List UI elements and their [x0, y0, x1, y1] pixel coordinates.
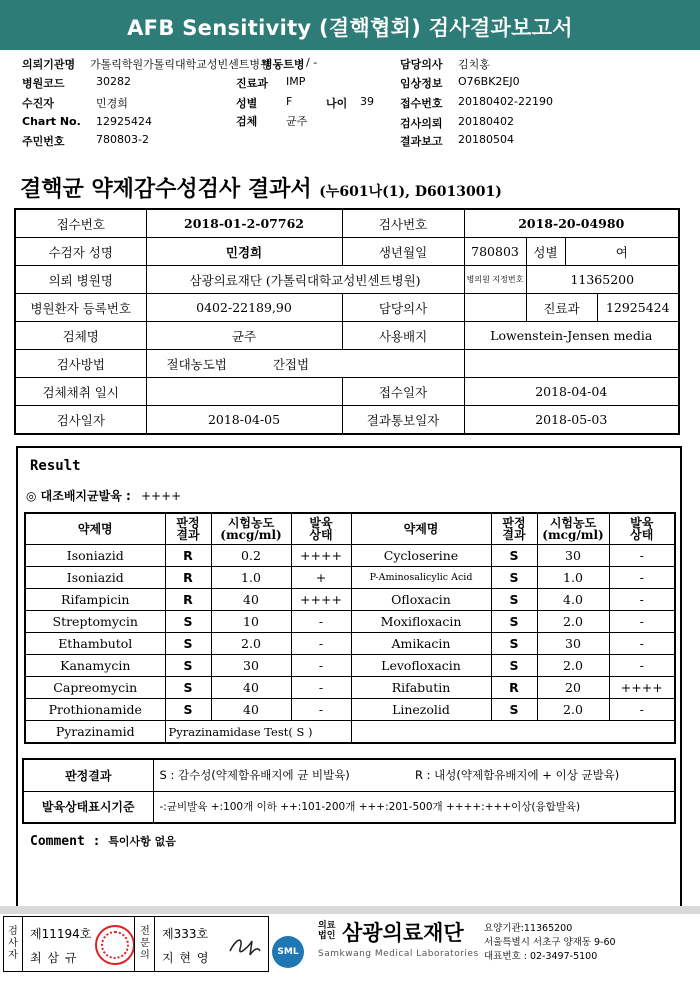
name-value: 민경희: [146, 238, 342, 266]
cell-c1: 0.2: [211, 545, 291, 567]
cell-j2: S: [491, 545, 537, 567]
collect-label: 검체채취 일시: [15, 378, 146, 406]
cell-g1: +: [291, 567, 351, 589]
cell-c2: 20: [537, 677, 609, 699]
birth-label: 생년월일: [342, 238, 464, 266]
header-judge: 판정 결과: [165, 513, 211, 545]
request-label: 검사의뢰: [400, 117, 443, 130]
method-label: 검사방법: [15, 350, 146, 378]
birth-value: 780803: [464, 238, 526, 266]
cell-g2: -: [609, 567, 675, 589]
cell-d1: Streptomycin: [25, 611, 165, 633]
cell-c2: 2.0: [537, 699, 609, 721]
cell-g2: -: [609, 545, 675, 567]
test-date-label: 검사일자: [15, 406, 146, 435]
clinic-value: O76BK2EJ0: [458, 75, 520, 88]
test-date-value: 2018-04-05: [146, 406, 342, 435]
result-label: Result: [30, 458, 81, 474]
cell-d2: Linezolid: [351, 699, 491, 721]
table-header-row: [25, 513, 675, 545]
footer-divider: [0, 906, 700, 914]
header-conc: 시험농도 (mcg/ml): [211, 513, 291, 545]
form-dept-label: 진료과: [526, 294, 597, 322]
header-growth-2: 발육 상태: [609, 513, 675, 545]
cell-c2: 30: [537, 633, 609, 655]
cell-j1: S: [165, 655, 211, 677]
method-absolute: 절대농도법: [166, 356, 227, 372]
receipt-label: 접수번호: [400, 97, 443, 110]
table-row: [25, 545, 675, 567]
cell-c2: 2.0: [537, 611, 609, 633]
cell-c1: 40: [211, 589, 291, 611]
dept-label: 진료과: [236, 77, 268, 90]
cell-d1: Ethambutol: [25, 633, 165, 655]
cell-d1: Isoniazid: [25, 567, 165, 589]
header-conc-2: 시험농도 (mcg/ml): [537, 513, 609, 545]
comment-text: 특이사항 없음: [108, 835, 176, 848]
judge-legend-label: 판정결과: [23, 759, 153, 791]
cell-c2: 30: [537, 545, 609, 567]
table-row: [25, 633, 675, 655]
growth-legend-label: 발육상태표시기준: [23, 791, 153, 823]
report-label: 결과보고: [400, 135, 443, 148]
cell-d1: Kanamycin: [25, 655, 165, 677]
patient-value: 민경희: [96, 97, 128, 110]
cell-j2: R: [491, 677, 537, 699]
comment-label: Comment :: [30, 834, 101, 849]
header-growth: 발육 상태: [291, 513, 351, 545]
cell-j2: S: [491, 633, 537, 655]
method-value: [146, 350, 464, 378]
specialist-signature: [226, 931, 262, 961]
method-indirect: 간접법: [272, 356, 310, 372]
table-row: [25, 699, 675, 721]
table-row: [25, 611, 675, 633]
received-label: 접수일자: [342, 378, 464, 406]
phone: 대표번호 : 02-3497-5100: [484, 951, 598, 962]
cell-j1: S: [165, 611, 211, 633]
cell-g1: -: [291, 699, 351, 721]
corp-label: 의료법인: [318, 921, 336, 941]
form-sex-label: 성별: [526, 238, 565, 266]
notify-label: 결과통보일자: [342, 406, 464, 435]
legend-table: [22, 758, 676, 824]
foundation-english: Samkwang Medical Laboratories: [318, 949, 479, 959]
specimen-label: 검체: [236, 115, 258, 128]
specialist-name: 지 현 영: [162, 951, 210, 965]
cell-d2: Amikacin: [351, 633, 491, 655]
collect-value: [146, 378, 342, 406]
doctor-value: 김치홍: [458, 58, 490, 71]
report-title: AFB Sensitivity (결핵협회) 검사결과보고서: [127, 16, 573, 40]
growth-legend-text: -:균비발육 +:100개 이하 ++:101-200개 +++:201-500개 ++++:+++이상(융합발육): [153, 791, 675, 823]
rrn-label: 주민번호: [22, 135, 65, 148]
cell-d1: Rifampicin: [25, 589, 165, 611]
foundation-name: 삼광의료재단: [342, 921, 464, 945]
hospital-value: 삼광의료재단 (가톨릭대학교성빈센트병원): [146, 266, 464, 294]
reg-value: 0402-22189,90: [146, 294, 342, 322]
pza-drug: Pyrazinamid: [25, 721, 165, 744]
table-row: [25, 589, 675, 611]
cell-j2: S: [491, 567, 537, 589]
judge-legend-r: R : 내성(약제함유배지에 + 이상 균발육): [409, 759, 675, 791]
method-empty: [464, 350, 679, 378]
notify-value: 2018-05-03: [464, 406, 679, 435]
cell-j2: S: [491, 611, 537, 633]
form-doctor-value: [464, 294, 526, 322]
cell-c1: 1.0: [211, 567, 291, 589]
receipt-no-value: 2018-01-2-07762: [146, 209, 342, 238]
hosp-code-label: 병원코드: [22, 77, 65, 90]
cell-j1: S: [165, 633, 211, 655]
cell-c2: 2.0: [537, 655, 609, 677]
cell-g2: ++++: [609, 677, 675, 699]
received-value: 2018-04-04: [464, 378, 679, 406]
ward-value: / -: [306, 56, 318, 69]
exam-no-label: 검사번호: [342, 209, 464, 238]
sex-value: F: [286, 95, 293, 108]
cell-d2: Cycloserine: [351, 545, 491, 567]
sex-label: 성별: [236, 97, 258, 110]
cell-d1: Isoniazid: [25, 545, 165, 567]
ward-label: 병동트병: [262, 58, 305, 71]
cell-j1: S: [165, 677, 211, 699]
cell-j1: R: [165, 567, 211, 589]
cell-c1: 10: [211, 611, 291, 633]
hospital-label: 의뢰 병원명: [15, 266, 146, 294]
examiner-vertical-label: 검사자: [8, 926, 18, 961]
cell-g2: -: [609, 699, 675, 721]
document-title-code: (누601나(1), D6013001): [319, 184, 502, 200]
cell-j1: S: [165, 699, 211, 721]
control-growth-value: ++++: [140, 489, 182, 503]
patient-label: 수진자: [22, 97, 54, 110]
client-value: 가톨릭학원가톨릭대학교성빈센트병원: [90, 58, 271, 71]
contact-block: [484, 922, 616, 964]
sml-logo-icon: SML: [272, 936, 304, 968]
cell-g2: -: [609, 589, 675, 611]
cell-j2: S: [491, 589, 537, 611]
exam-no-value: 2018-20-04980: [464, 209, 679, 238]
examiner-seal: [95, 925, 135, 965]
cell-d1: Prothionamide: [25, 699, 165, 721]
specimen-name-label: 검체명: [15, 322, 146, 350]
cell-d2: Rifabutin: [351, 677, 491, 699]
institution-code: 요양기관:11365200: [484, 923, 573, 934]
specimen-name-value: 균주: [146, 322, 342, 350]
cell-g2: -: [609, 655, 675, 677]
cell-j1: R: [165, 589, 211, 611]
request-value: 20180402: [458, 115, 514, 128]
form-doctor-label: 담당의사: [342, 294, 464, 322]
pza-row: [25, 721, 675, 744]
table-row: [25, 655, 675, 677]
cell-c1: 40: [211, 699, 291, 721]
cell-j1: R: [165, 545, 211, 567]
document-title: [20, 172, 502, 203]
cell-c2: 4.0: [537, 589, 609, 611]
doctor-label: 담당의사: [400, 58, 443, 71]
control-growth-label: ◎ 대조배지균발육 :: [26, 489, 131, 503]
form-dept-value: 12925424: [597, 294, 679, 322]
cell-c1: 2.0: [211, 633, 291, 655]
cell-c1: 40: [211, 677, 291, 699]
pza-blank: [351, 721, 675, 744]
header-drug: 약제명: [25, 513, 165, 545]
age-value: 39: [360, 95, 374, 108]
cell-g1: ++++: [291, 589, 351, 611]
cell-d2: P-Aminosalicylic Acid: [351, 567, 491, 589]
cell-j2: S: [491, 655, 537, 677]
medium-value: Lowenstein-Jensen media: [464, 322, 679, 350]
cell-c1: 30: [211, 655, 291, 677]
cell-g1: ++++: [291, 545, 351, 567]
address: 서울특별시 서초구 양재동 9-60: [484, 937, 616, 948]
examiner-name: 최 삼 규: [30, 951, 78, 965]
cell-d2: Levofloxacin: [351, 655, 491, 677]
cell-g2: -: [609, 633, 675, 655]
request-form-table: [14, 208, 680, 435]
client-label: 의뢰기관명: [22, 58, 76, 71]
specialist-vertical-label: 전문의: [140, 926, 150, 961]
document-title-text: 결핵균 약제감수성검사 결과서: [20, 176, 312, 202]
pza-test: Pyrazinamidase Test( S ): [165, 721, 351, 744]
name-label: 수검자 성명: [15, 238, 146, 266]
signature-box: [3, 916, 269, 972]
designated-value: 11365200: [526, 266, 679, 294]
comment: [30, 833, 176, 849]
table-row: [25, 677, 675, 699]
susceptibility-table: [24, 512, 676, 744]
header-judge-2: 판정 결과: [491, 513, 537, 545]
report-value: 20180504: [458, 133, 514, 146]
form-sex-value: 여: [565, 238, 679, 266]
medium-label: 사용배지: [342, 322, 464, 350]
chart-value: 12925424: [96, 115, 152, 128]
examiner-license: 제11194호: [30, 927, 92, 941]
receipt-value: 20180402-22190: [458, 95, 553, 108]
clinic-label: 임상정보: [400, 77, 443, 90]
cell-d2: Moxifloxacin: [351, 611, 491, 633]
chart-label: Chart No.: [22, 115, 81, 128]
rrn-value: 780803-2: [96, 133, 149, 146]
designated-label: 병의원 지정번호: [464, 266, 526, 294]
report-header: [0, 0, 700, 50]
cell-g2: -: [609, 611, 675, 633]
table-row: [25, 567, 675, 589]
cell-d2: Ofloxacin: [351, 589, 491, 611]
header-drug-2: 약제명: [351, 513, 491, 545]
specimen-value: 균주: [286, 115, 308, 128]
cell-j2: S: [491, 699, 537, 721]
cell-g1: -: [291, 677, 351, 699]
judge-legend-s: S : 감수성(약제함유배지에 균 비발육): [153, 759, 409, 791]
hosp-code-value: 30282: [96, 75, 131, 88]
dept-value: IMP: [286, 75, 306, 88]
control-growth: [26, 487, 181, 504]
cell-g1: -: [291, 611, 351, 633]
cell-d1: Capreomycin: [25, 677, 165, 699]
reg-label: 병원환자 등록번호: [15, 294, 146, 322]
cell-g1: -: [291, 633, 351, 655]
specialist-license: 제333호: [162, 927, 209, 941]
cell-c2: 1.0: [537, 567, 609, 589]
receipt-no-label: 접수번호: [15, 209, 146, 238]
age-label: 나이: [326, 97, 348, 110]
cell-g1: -: [291, 655, 351, 677]
